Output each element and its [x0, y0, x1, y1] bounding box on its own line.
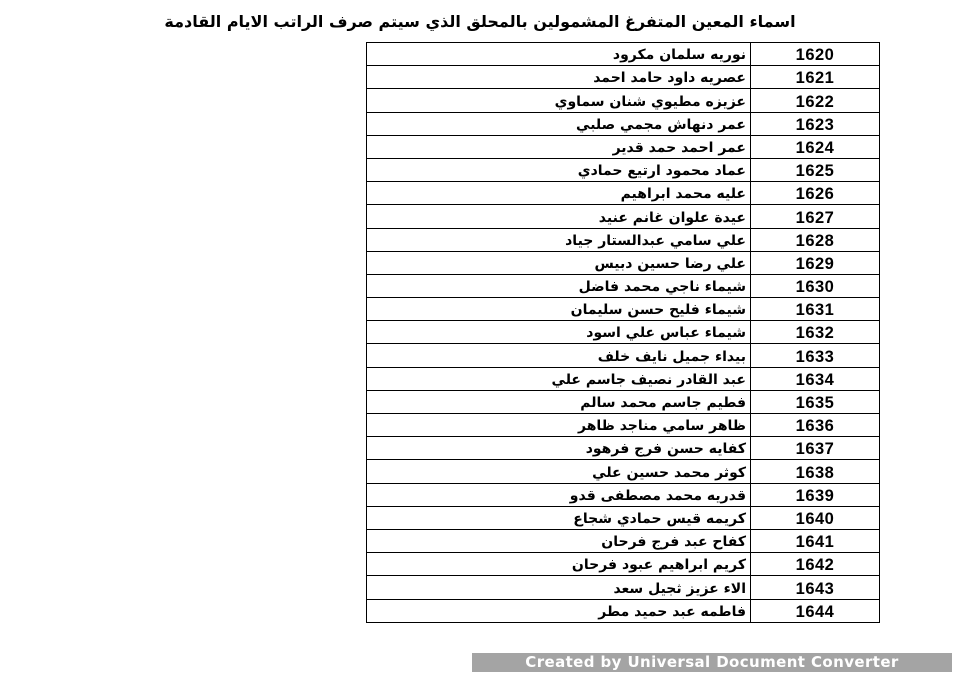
person-name: عزيزه مطيوي شنان سماوي	[367, 89, 751, 112]
row-number: 1635	[751, 390, 880, 413]
table-row	[367, 43, 880, 66]
row-number: 1632	[751, 321, 880, 344]
row-number: 1627	[751, 205, 880, 228]
person-name: كريم ابراهيم عبود فرحان	[367, 553, 751, 576]
table-row	[367, 506, 880, 529]
converter-watermark: Created by Universal Document Converter	[472, 653, 952, 672]
table-row	[367, 437, 880, 460]
row-number: 1644	[751, 599, 880, 622]
row-number: 1621	[751, 66, 880, 89]
row-number: 1639	[751, 483, 880, 506]
table-row	[367, 483, 880, 506]
row-number: 1638	[751, 460, 880, 483]
person-name: فاطمه عبد حميد مطر	[367, 599, 751, 622]
person-name: الاء عزيز ثجيل سعد	[367, 576, 751, 599]
row-number: 1640	[751, 506, 880, 529]
row-number: 1630	[751, 274, 880, 297]
row-number: 1623	[751, 112, 880, 135]
row-number: 1624	[751, 135, 880, 158]
person-name: ظاهر سامي مناجد ظاهر	[367, 414, 751, 437]
table-row	[367, 390, 880, 413]
table-row	[367, 182, 880, 205]
person-name: عمر دنهاش مجمي صلبي	[367, 112, 751, 135]
table-row	[367, 298, 880, 321]
person-name: كوثر محمد حسين علي	[367, 460, 751, 483]
row-number: 1625	[751, 158, 880, 181]
person-name: نوريه سلمان مكرود	[367, 43, 751, 66]
person-name: شيماء فليح حسن سليمان	[367, 298, 751, 321]
table-row	[367, 599, 880, 622]
person-name: كريمه قيس حمادي شجاع	[367, 506, 751, 529]
table-row	[367, 274, 880, 297]
table-row	[367, 89, 880, 112]
row-number: 1629	[751, 251, 880, 274]
row-number: 1636	[751, 414, 880, 437]
table-row	[367, 344, 880, 367]
person-name: كفايه حسن فرج فرهود	[367, 437, 751, 460]
person-name: عليه محمد ابراهيم	[367, 182, 751, 205]
person-name: كفاح عبد فرج فرحان	[367, 529, 751, 552]
table-row	[367, 135, 880, 158]
table-row	[367, 460, 880, 483]
row-number: 1641	[751, 529, 880, 552]
row-number: 1626	[751, 182, 880, 205]
names-table	[366, 42, 880, 623]
row-number: 1634	[751, 367, 880, 390]
table-row	[367, 553, 880, 576]
table-row	[367, 251, 880, 274]
names-table-body	[367, 43, 880, 623]
person-name: عماد محمود ارتيع حمادي	[367, 158, 751, 181]
person-name: قدريه محمد مصطفى قدو	[367, 483, 751, 506]
person-name: عصريه داود حامد احمد	[367, 66, 751, 89]
table-row	[367, 158, 880, 181]
row-number: 1642	[751, 553, 880, 576]
row-number: 1633	[751, 344, 880, 367]
table-row	[367, 414, 880, 437]
row-number: 1622	[751, 89, 880, 112]
table-row	[367, 367, 880, 390]
row-number: 1628	[751, 228, 880, 251]
table-row	[367, 576, 880, 599]
table-row	[367, 321, 880, 344]
row-number: 1620	[751, 43, 880, 66]
table-row	[367, 228, 880, 251]
person-name: شيماء ناجي محمد فاضل	[367, 274, 751, 297]
row-number: 1637	[751, 437, 880, 460]
person-name: عيدة علوان غانم عنيد	[367, 205, 751, 228]
person-name: بيداء جميل نايف خلف	[367, 344, 751, 367]
person-name: علي رضا حسين دبيس	[367, 251, 751, 274]
table-row	[367, 66, 880, 89]
person-name: شيماء عباس علي اسود	[367, 321, 751, 344]
person-name: عبد القادر نصيف جاسم علي	[367, 367, 751, 390]
row-number: 1643	[751, 576, 880, 599]
table-row	[367, 529, 880, 552]
person-name: فطيم جاسم محمد سالم	[367, 390, 751, 413]
person-name: علي سامي عبدالستار جياد	[367, 228, 751, 251]
table-row	[367, 112, 880, 135]
person-name: عمر احمد حمد قدير	[367, 135, 751, 158]
row-number: 1631	[751, 298, 880, 321]
page-title: اسماء المعين المتفرغ المشمولين بالمحلق الذي سيتم صرف الراتب الايام القادمة	[164, 12, 796, 31]
table-row	[367, 205, 880, 228]
